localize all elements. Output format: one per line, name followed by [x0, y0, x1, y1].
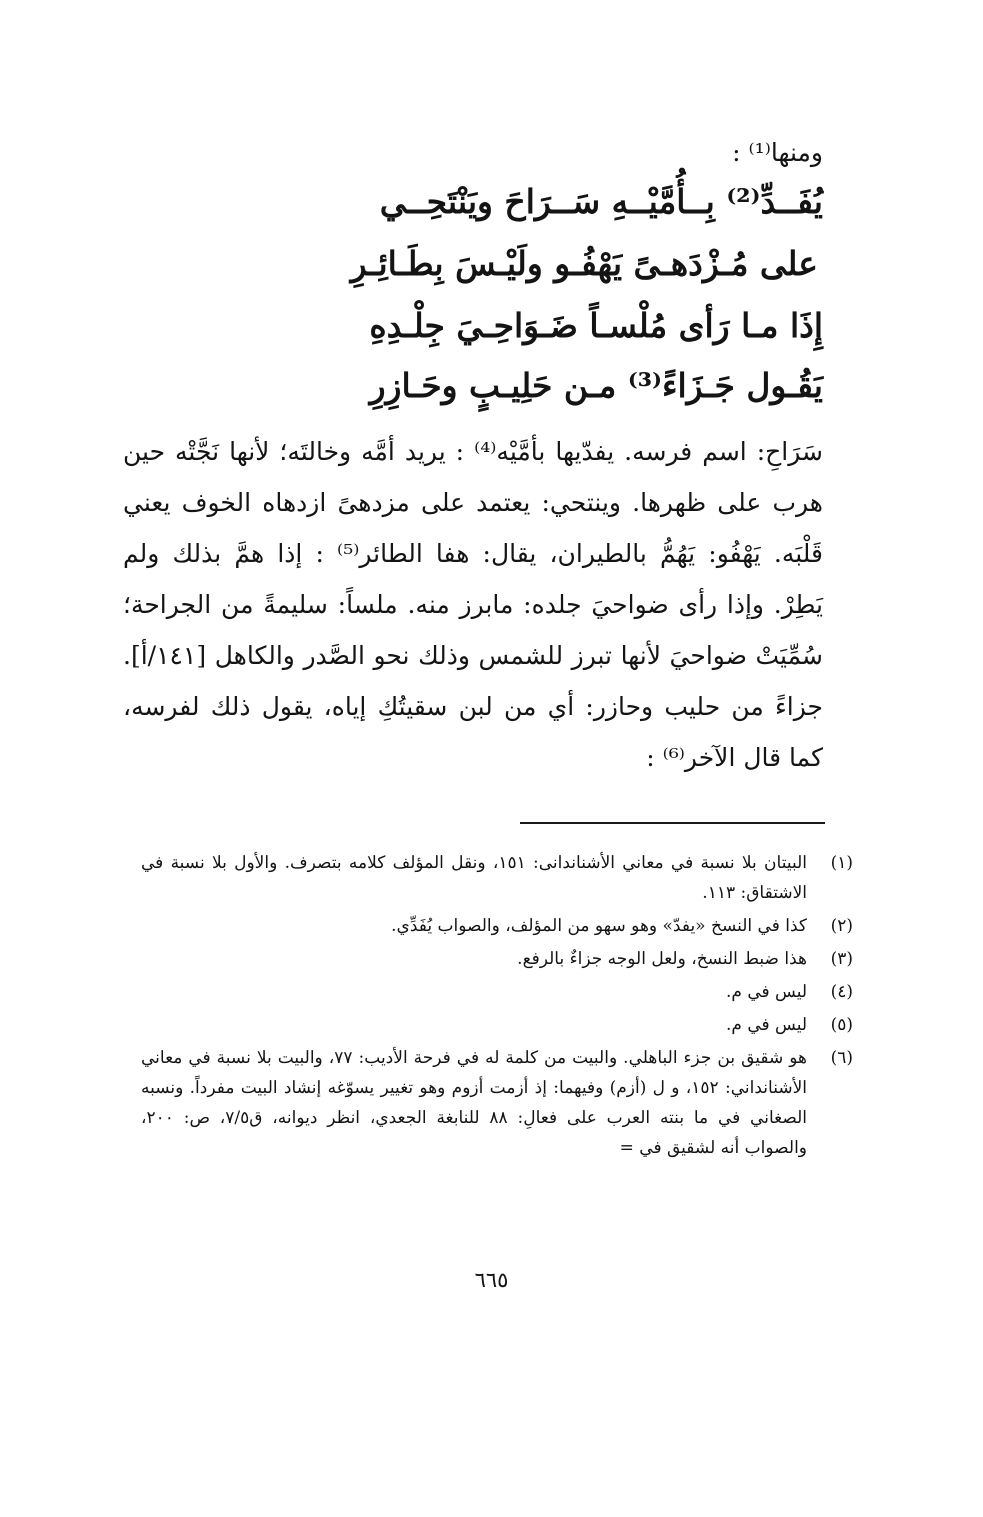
- footnote-number: (٤): [830, 982, 853, 1002]
- verse-line-1: يُفَــدِّ⁽²⁾ بِــأُمَّيْــهِ سَــرَاحَ ويَنْتَحِــي: [379, 182, 823, 221]
- page-number: ٦٦٥: [474, 1268, 509, 1292]
- footnote-6: [141, 1043, 853, 1163]
- footnote-text: البيتان بلا نسبة في معاني الأشناندانى: ١٥١، ونقل المؤلف كلامه بتصرف. والأول بلا نسبة في الاشتقاق: ١١٣.: [141, 853, 807, 903]
- footnote-text: هو شقيق بن جزء الباهلي. والبيت من كلمة له في فرحة الأديب: ٧٧، والبيت بلا نسبة في معاني الأشنانداني: ١٥٢، و ل (أزم) وفيهما: إذ أزمت أزوم وهو تغيير يسوّغه إنشاد البيت مفرداً. ونسبه الصغاني في ما بنته العرب على فعالِ: ٨٨ للنابغة الجعدي، انظر ديوانه، ق٧/٥، ص: ٢٠٠، والصواب أنه لشقيق في =: [141, 1048, 808, 1158]
- commentary-block: [123, 426, 823, 783]
- footnote-1: [141, 848, 853, 908]
- verse-line-2: على مُـزْدَهـىً يَهْفُـو ولَيْـسَ بِطَـائِـرِ: [350, 244, 818, 283]
- footnote-5: [141, 1010, 853, 1040]
- footnote-text: هذا ضبط النسخ، ولعل الوجه جزاءٌ بالرفع.: [517, 949, 807, 969]
- footnote-4: [141, 977, 853, 1007]
- footnote-number: (٣): [830, 949, 853, 969]
- footnote-2: [141, 911, 853, 941]
- footnote-text: ليس في م.: [725, 982, 807, 1002]
- footnote-text: كذا في النسخ «يفدّ» وهو سهو من المؤلف، والصواب يُفَدِّي.: [391, 916, 807, 936]
- footnote-text: ليس في م.: [725, 1015, 807, 1035]
- footnotes: [141, 848, 853, 1166]
- section-intro: ومنها⁽¹⁾ :: [732, 138, 823, 167]
- verse-line-4: يَقُـول جَـزَاءً⁽³⁾ مـن حَلِيـبٍ وحَـازِرِ: [369, 366, 823, 405]
- footnote-3: [141, 944, 853, 974]
- footnote-number: (١): [830, 853, 853, 873]
- footnote-number: (٢): [830, 916, 853, 936]
- footnote-number: (٥): [830, 1015, 853, 1035]
- footnote-divider: [520, 822, 825, 824]
- commentary-text: سَرَاحِ: اسم فرسه. يفدّيها بأمَّيْه⁽⁴⁾ : يريد أمَّه وخالتَه؛ لأنها نَجَّتْه حين هرب على ظهرها. وينتحي: يعتمد على مزدهىً ازدهاه الخوف يعني قَلْبَه. يَهْفُو: يَهُمُّ بالطيران، يقال: هفا الطائر⁽⁵⁾ : إذا همَّ بذلك ولم يَطِرْ. وإذا رأى ضواحيَ جلده: مابرز منه. ملساً: سليمةً من الجراحة؛ سُمِّيَتْ ضواحيَ لأنها تبرز للشمس وذلك نحو الصَّدر والكاهل [١٤١/أ]. جزاءً من حليب وحازر: أي من لبن سقيتُكِ إياه، يقول ذلك لفرسه، كما قال الآخر⁽⁶⁾ :: [123, 437, 823, 772]
- verse-line-3: إِذَا مـا رَأى مُلْسـاً ضَـوَاحِـيَ جِلْـدِهِ: [369, 306, 823, 345]
- footnote-number: (٦): [830, 1048, 853, 1068]
